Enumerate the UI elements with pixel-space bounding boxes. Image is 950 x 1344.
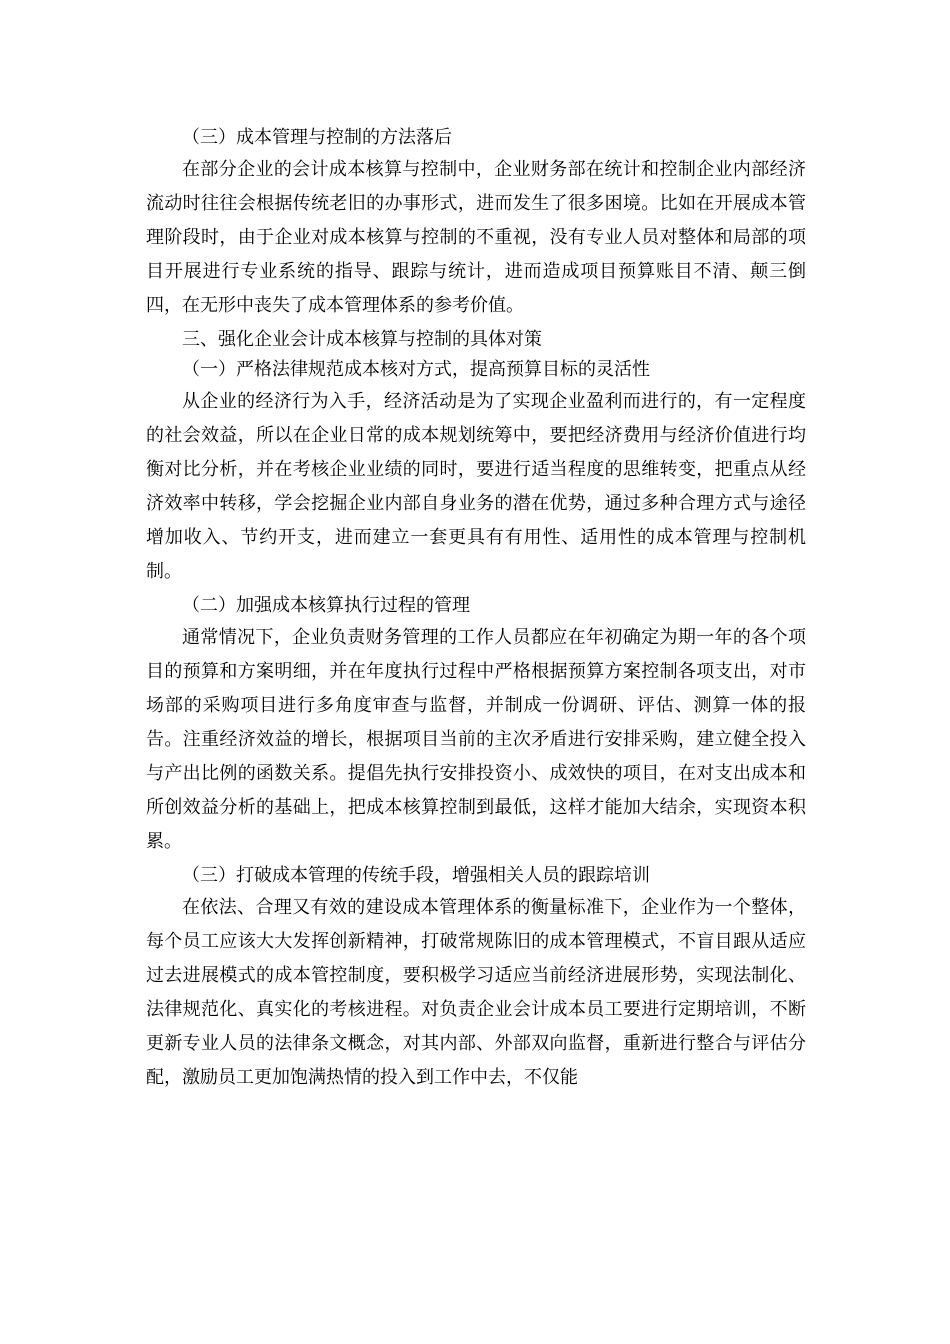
section-heading-major-3: 三、强化企业会计成本核算与控制的具体对策 [182,329,542,350]
body-paragraph-4: 在依法、合理又有效的建设成本管理体系的衡量标准下，企业作为一个整体，每个员工应该大大发挥创新精神，打破常规陈旧的成本管理模式，不盲目跟从适应过去进展模式的成本管控制度，要积极学习适应当前经济进展形势，实现法制化、法律规范化、真实化的考核进程。对负责企业会计成本员工要进行定期培训，不断更新专业人员的法律条文概念，对其内部、外部双向监督，重新进行整合与评估分配，激励员工更加饱满热情的投入到工作中去，不仅能 [146,897,806,1088]
body-paragraph-2: 从企业的经济行为入手，经济活动是为了实现企业盈利而进行的，有一定程度的社会效益，所以在企业日常的成本规划统筹中，要把经济费用与经济价值进行均衡对比分析，并在考核企业业绩的同时，要进行适当程度的思维转变，把重点从经济效率中转移，学会挖掘企业内部自身业务的潜在优势，通过多种合理方式与途径增加收入、节约开支，进而建立一套更具有有用性、适用性的成本管理与控制机制。 [146,391,806,582]
body-paragraph-3: 通常情况下，企业负责财务管理的工作人员都应在年初确定为期一年的各个项目的预算和方案明细，并在年度执行过程中严格根据预算方案控制各项支出，对市场部的采购项目进行多角度审查与监督，并制成一份调研、评估、测算一体的报告。注重经济效益的增长，根据项目当前的主次矛盾进行安排采购，建立健全投入与产出比例的函数关系。提倡先执行安排投资小、成效快的项目，在对支出成本和所创效益分析的基础上，把成本核算控制到最低，这样才能加大结余，实现资本积累。 [146,627,806,852]
section-heading-3-training: （三）打破成本管理的传统手段，增强相关人员的跟踪培训 [182,865,650,886]
section-heading-3-methods: （三）成本管理与控制的方法落后 [182,127,452,148]
section-heading-1-legal: （一）严格法律规范成本核对方式，提高预算目标的灵活性 [182,359,650,380]
document-page [146,123,806,1095]
section-heading-2-execution: （二）加强成本核算执行过程的管理 [182,595,470,616]
body-paragraph-1: 在部分企业的会计成本核算与控制中，企业财务部在统计和控制企业内部经济流动时往往会根据传统老旧的办事形式，进而发生了很多困境。比如在开展成本管理阶段时，由于企业对成本核算与控制的不重视，没有专业人员对整体和局部的项目开展进行专业系统的指导、跟踪与统计，进而造成项目预算账目不清、颠三倒四，在无形中丧失了成本管理体系的参考价值。 [146,159,806,316]
